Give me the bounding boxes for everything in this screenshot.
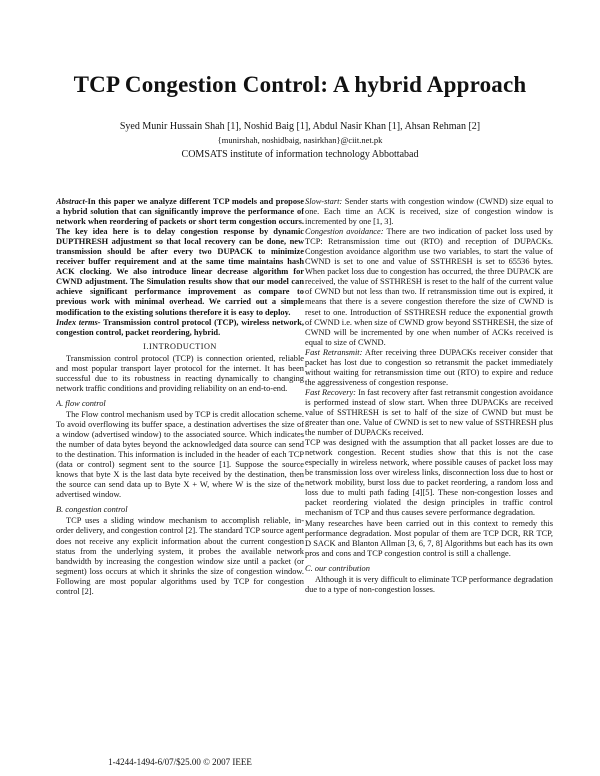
slow-start-paragraph [305, 197, 553, 227]
fast-retransmit-label: Fast Retransmit: [305, 347, 363, 357]
abstract [56, 197, 304, 318]
congestion-control-heading: B. congestion control [56, 505, 128, 515]
introduction-text: Transmission control protocol (TCP) is connection oriented, reliable and most popular transport layer protocol for the internet. It has been successful due to its robustness in reacting dynamically to changing network traffic conditions and providing reliability on an end-to-end. [56, 353, 304, 393]
congestion-avoidance-text: There are two indication of packet loss used by TCP: Retransmission time out (RTO) and reception of DUPACKs. Congestion avoidance algorithm use two variables, to start the value of CWND is set to one and value of SSTHRESH is set to 65536 bytes. When packet loss due to congestion has occurred, the three DUPACK are received, the value of SSTHRESH is reset to the half of the current value of CWND but not less than two. If retransmission time out is expired, it means that there is a severe congestion therefore the size of CWND is reset to one. Introduction of SSTHRESH reduce the exponential growth of CWND i.e. when size of CWND grow beyond SSTHRESH, the size of CWND will be incremented by one when number of ACKs received is equal to size of CWND. [305, 227, 553, 347]
fast-recovery-label: Fast Recovery: [305, 387, 356, 397]
left-column [56, 197, 304, 757]
research-paragraph: Many researches have been carried out in this context to remedy this performance degradation. Most popular of them are TCP DCR, RR TCP, D SACK and Blanton Allman [3, 6, 7, 8] Algorithms but each has its own pros and cons and TCP congestion control is still a challenge. [305, 518, 553, 558]
copyright-footer: 1-4244-1494-6/07/$25.00 © 2007 IEEE [108, 757, 252, 767]
fast-retransmit-paragraph [305, 348, 553, 388]
paper-title: TCP Congestion Control: A hybrid Approach [73, 72, 527, 97]
fast-recovery-text: In fast recovery after fast retransmit congestion avoidance is performed instead of slow start. When three DUPACKs are received value of SSTHRESH is set to half of the size of CWND but must be greater than one. Value of CWND is set to new value of SSTHRESH plus the number of DUPACKs received. [305, 387, 553, 438]
index-terms [56, 318, 304, 338]
abstract-text: In this paper we analyze different TCP models and propose a hybrid solution that can significantly improve the performance of network when reordering of packets or short term congestion occurs. The key idea here is to delay congestion response by dynamic DUPTHRESH adjustment so that local recovery can be done, new transmission should be after every two DUPACK to minimize receiver buffer requirement and at the same time maintains hash ACK clocking. We also introduce linear decrease algorithm for CWND adjustment. The Simulation results show that our model can achieve significant performance improvement as compare to previous work with minimal overhead. We carried out a simple modification to the existing solutions therefore it is easy to deploy. [56, 197, 304, 317]
our-contribution-text: Although it is very difficult to eliminate TCP performance degradation due to a type of non-congestion losses. [305, 574, 553, 594]
index-terms-text: Transmission control protocol (TCP), wireless network, congestion control, packet reordering, hybrid. [56, 317, 304, 337]
our-contribution-heading: C. our contribution [305, 563, 370, 573]
index-terms-label: Index terms- [56, 317, 101, 327]
design-assumption-paragraph: TCP was designed with the assumption that all packet losses are due to network congestion. Recent studies show that this is not the case especially in wireless network, where possible causes of packet loss may be transmission loss over wireless links, disconnection loss due to host or network mobility, burst loss due to packet reordering, a random loss and loss due to multi path fading [4][5]. These non-congestion losses and packet reordering violated the design principles in traffic control mechanism of TCP and thus causes severe performance degradation. [305, 438, 553, 518]
introduction-heading: I.INTRODUCTION [143, 341, 217, 351]
author-emails: {munirshah, noshidbaig, nasirkhan}@ciit.net.pk [217, 135, 383, 145]
congestion-avoidance-label: Congestion avoidance: [305, 227, 384, 237]
fast-retransmit-text: After receiving three DUPACKs receiver consider that packet has lost due to congestion so retransmit the packet immediately without waiting for retransmission time out (RTO) to expire and reduce the aggressiveness of congestion response. [305, 347, 553, 387]
affiliation: COMSATS institute of information technology Abbottabad [181, 149, 419, 160]
congestion-avoidance-paragraph [305, 227, 553, 348]
author-names: Syed Munir Hussain Shah [1], Noshid Baig [1], Abdul Nasir Khan [1], Ahsan Rehman [2] [119, 121, 481, 132]
congestion-control-text: TCP uses a sliding window mechanism to accomplish reliable, in-order delivery, and congestion control [2]. The standard TCP source agent does not receive any explicit information about the current congestion status from the underlying system, it probes the available network bandwidth by increasing the congestion window size until a packet (or segment) loss occurs at which it shrinks the size of congestion window. Following are most popular algorithms used by TCP for congestion control [2]. [56, 516, 304, 596]
right-column [305, 197, 553, 757]
author-block [0, 121, 600, 146]
flow-control-heading: A. flow control [56, 398, 106, 408]
slow-start-label: Slow-start: [305, 197, 343, 206]
slow-start-text: Sender starts with congestion window (CWND) size equal to one. Each time an ACK is received, size of congestion window is incremented by one [1, 3]. [305, 197, 553, 227]
fast-recovery-paragraph [305, 388, 553, 438]
abstract-label: Abstract- [56, 197, 88, 206]
flow-control-text: The Flow control mechanism used by TCP is credit allocation scheme. To avoid overflowing its buffer space, a destination advertises the size of a window (advertised window) to the associated source. Which indicates the number of data bytes beyond the acknowledged data source can send to the destination. This information is included in the header of each TCP (data or control) segment sent to the source [1]. Suppose the source knows that byte X is the last data byte received by the destination, then the source can send data up to Byte X + W, where W is the size of the advertised window. [56, 409, 304, 500]
